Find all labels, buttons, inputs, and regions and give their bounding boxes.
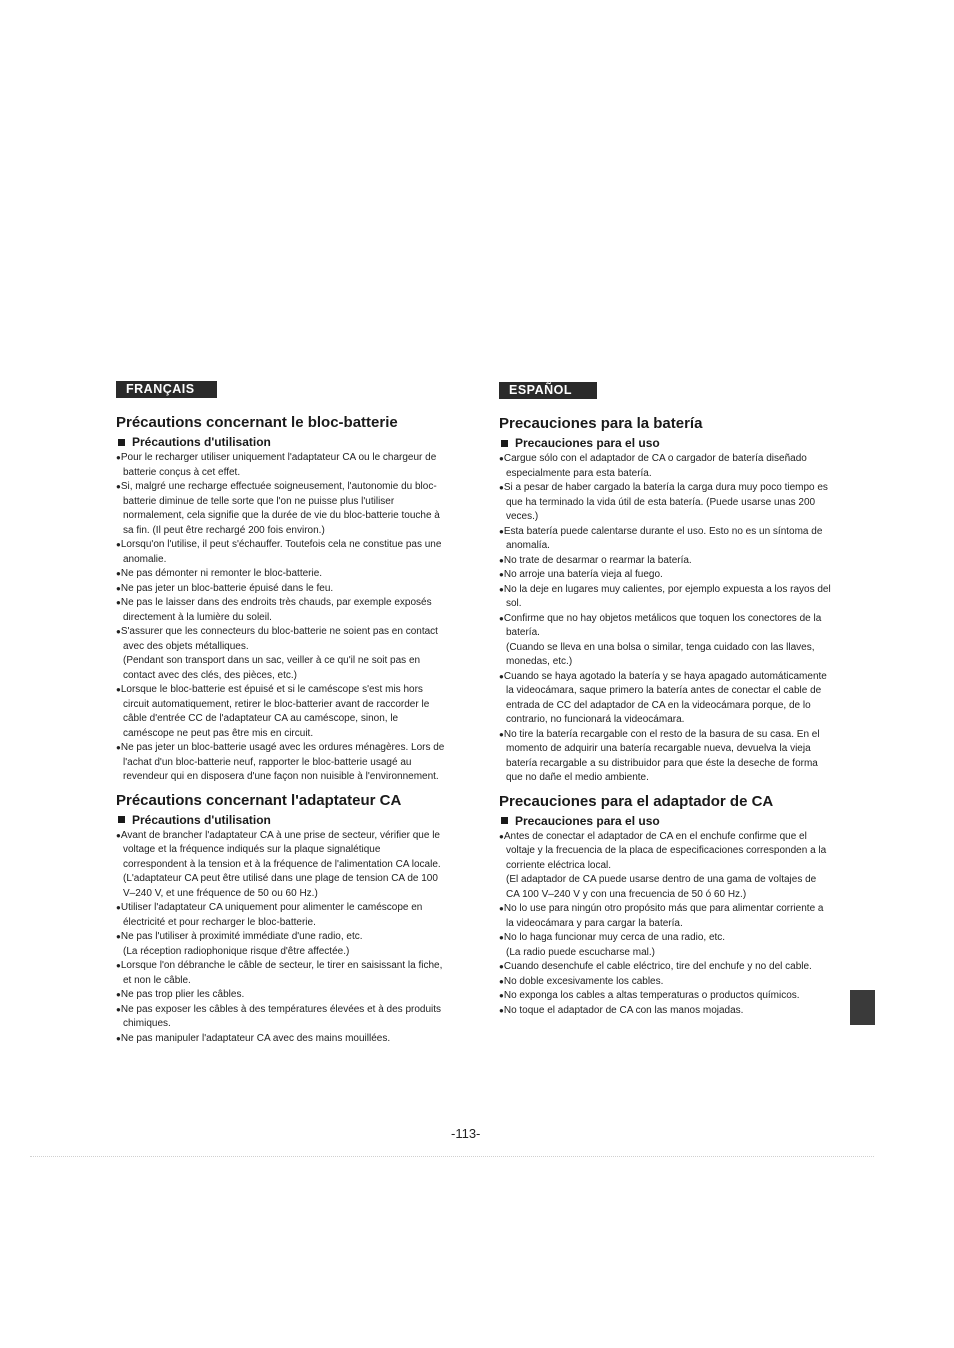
list-item [116, 567, 446, 582]
list-item-text: Cuando se haya agotado la batería y se haya apagado automáticamente la videocámara, saque primero la batería antes de conectar el cable de entrada de CC del adaptador de CA en la videocámara porque, de lo contrario, no funcionará la videocámara. [503, 670, 827, 725]
footer-divider [30, 1156, 874, 1157]
list-item [499, 583, 831, 612]
subsection-title: Précautions d'utilisation [116, 435, 446, 450]
list-item-text: Ne pas manipuler l'adaptateur CA avec des mains mouillées. [120, 1032, 391, 1044]
list-item [116, 959, 446, 988]
list-item-note: (La radio puede escucharse mal.) [506, 946, 655, 958]
bullet-icon: ● [116, 583, 121, 593]
bullet-icon: ● [116, 685, 121, 694]
bullet-icon: ● [116, 540, 121, 549]
bullet-list [499, 452, 831, 786]
square-bullet-icon [118, 439, 125, 446]
subsection-title: Precauciones para el uso [499, 436, 831, 451]
bullet-icon: ● [116, 598, 121, 607]
bullet-list [116, 451, 446, 785]
list-item [116, 1032, 446, 1047]
subsection-title: Précautions d'utilisation [116, 813, 446, 828]
list-item-text: No toque el adaptador de CA con las manos mojadas. [503, 1004, 744, 1016]
bullet-icon: ● [499, 831, 504, 841]
list-item-text: No tire la batería recargable con el resto de la basura de su casa. En el momento de adquirir una batería recargable nueva, devuelva la vieja batería recargable a su distribuidor para que éste la deseche de forma que no dañe el medio ambiente. [503, 728, 820, 783]
list-item-text: Lorsque le bloc-batterie est épuisé et si le caméscope s'est mis hors circuit automatiquement, retirer le bloc-batterier avant de raccorder le câble d'entrée CC de l'adaptateur CA au caméscope, sinon, le caméscope ne peut pas être mis en circuit. [120, 684, 430, 739]
section-title-ac-adaptor: Precauciones para el adaptador de CA [499, 792, 774, 810]
bullet-icon: ● [116, 1033, 121, 1043]
square-bullet-icon [501, 440, 508, 447]
list-item [499, 525, 831, 554]
list-item-text: Antes de conectar el adaptador de CA en el enchufe confirme que el voltaje y la frecuencia de la placa de especificaciones corresponden a la corriente eléctrica local. [503, 830, 827, 871]
list-item-text: Esta batería puede calentarse durante el uso. Esto no es un síntoma de anomalía. [503, 525, 823, 551]
bullet-icon: ● [499, 526, 504, 536]
subsection-title: Precauciones para el uso [499, 814, 831, 829]
list-item-text: Si, malgré une recharge effectuée soigneusement, l'autonomie du bloc-batterie diminue de telle sorte que l'on ne puisse plus l'utiliser normalement, cela signifie que la durée de vie du bloc-batterie touche à sa fin. (Il peut être rechargé 200 fois environ.) [120, 481, 440, 536]
list-item-text: Lorsqu'on l'utilise, il peut s'échauffer. Toutefois cela ne constitue pas une anomalie. [120, 539, 442, 565]
list-item-text: Ne pas trop plier les câbles. [120, 989, 245, 1000]
list-item-text: Utiliser l'adaptateur CA uniquement pour alimenter le caméscope en électricité et pour recharger le bloc-batterie. [120, 902, 423, 928]
list-item [499, 568, 831, 583]
list-item [499, 670, 831, 728]
list-item-text: Si a pesar de haber cargado la batería la carga dura muy poco tiempo es que ha terminado la vida útil de esta batería. (Puede usarse unas 200 veces.) [503, 482, 828, 522]
bullet-icon: ● [499, 483, 504, 492]
list-item [116, 480, 446, 538]
list-item-text: Ne pas démonter ni remonter le bloc-batterie. [120, 568, 323, 579]
list-item-text: No arroje una batería vieja al fuego. [503, 569, 663, 580]
bullet-icon: ● [116, 569, 121, 578]
list-item-text: Ne pas jeter un bloc-batterie usagé avec les ordures ménagères. Lors de l'achat d'un bloc-batterie neuf, rapporter le bloc-batterie usagé au revendeur qui en disposera d'une façon non nuisible à l'environnement. [120, 742, 445, 782]
list-item [116, 988, 446, 1003]
page-edge-tab [850, 990, 875, 1025]
page-number: -113- [451, 1126, 481, 1141]
list-item [116, 596, 446, 625]
list-item [499, 931, 831, 960]
list-item [116, 741, 446, 785]
list-item-text: No lo haga funcionar muy cerca de una radio, etc. [503, 932, 726, 943]
bullet-icon: ● [116, 903, 121, 912]
bullet-list [499, 830, 831, 1019]
list-item [116, 930, 446, 959]
bullet-icon: ● [499, 962, 504, 971]
list-item-note: (Cuando se lleva en una bolsa o similar, tenga cuidado con las llaves, monedas, etc.) [506, 641, 815, 667]
bullet-icon: ● [116, 990, 121, 999]
bullet-icon: ● [499, 933, 504, 942]
square-bullet-icon [118, 816, 125, 823]
language-tab-french: FRANÇAIS [116, 381, 217, 398]
list-item [116, 451, 446, 480]
list-item [116, 829, 446, 902]
list-item-text: Pour le recharger utiliser uniquement l'adaptateur CA ou le chargeur de batterie conçus à cet effet. [120, 452, 437, 478]
list-item [116, 538, 446, 567]
list-item [499, 554, 831, 569]
list-item-note: (Pendant son transport dans un sac, veiller à ce qu'il ne soit pas en contact avec des clés, des pièces, etc.) [123, 655, 421, 681]
section-title-battery: Precauciones para la batería [499, 415, 703, 432]
square-bullet-icon [501, 817, 508, 824]
bullet-icon: ● [499, 555, 504, 565]
list-item [499, 960, 831, 975]
list-item-note: (L'adaptateur CA peut être utilisé dans une plage de tension CA de 100 V–240 V, et une fréquence de 50 ou 60 Hz.) [123, 873, 438, 899]
list-item-text: Ne pas le laisser dans des endroits très chauds, par exemple exposés directement à la lumière du soleil. [120, 597, 432, 623]
bullet-icon: ● [116, 961, 121, 970]
list-item [116, 1003, 446, 1032]
list-item-text: Ne pas exposer les câbles à des températures élevées et à des produits chimiques. [120, 1003, 442, 1029]
list-item-text: No exponga los cables a altas temperaturas o productos químicos. [503, 990, 800, 1001]
list-item [116, 901, 446, 930]
bullet-icon: ● [499, 454, 504, 463]
bullet-icon: ● [499, 584, 504, 594]
list-item-text: Cargue sólo con el adaptador de CA o cargador de batería diseñado especialmente para esta batería. [503, 453, 807, 479]
list-item-text: Ne pas l'utiliser à proximité immédiate d'une radio, etc. [120, 931, 363, 942]
list-item-text: Confirme que no hay objetos metálicos que toquen los conectores de la batería. [503, 612, 822, 638]
list-item [499, 728, 831, 786]
list-item-text: S'assurer que les connecteurs du bloc-batterie ne soient pas en contact avec des objets métalliques. [120, 626, 438, 652]
bullet-icon: ● [499, 671, 504, 681]
list-item-text: No trate de desarmar o rearmar la batería. [503, 554, 692, 566]
bullet-icon: ● [499, 570, 504, 579]
section-title-ac-adaptor: Précautions concernant l'adaptateur CA [116, 791, 402, 809]
list-item-text: Ne pas jeter un bloc-batterie épuisé dans le feu. [120, 582, 334, 594]
list-item-text: No lo use para ningún otro propósito más que para alimentar corriente a la videocámara y para cargar la batería. [503, 903, 824, 929]
list-item-text: Cuando desenchufe el cable eléctrico, tire del enchufe y no del cable. [503, 961, 812, 972]
list-item-text: Avant de brancher l'adaptateur CA à une prise de secteur, vérifier que le voltage et la fréquence indiqués sur la plaque signalétique correspondent à la tension et à la fréquence de l'alimentation CA locale. [120, 829, 441, 870]
list-item [499, 989, 831, 1004]
bullet-icon: ● [499, 904, 504, 913]
bullet-icon: ● [116, 627, 121, 636]
section-title-battery: Précautions concernant le bloc-batterie [116, 414, 398, 431]
bullet-list [116, 829, 446, 1047]
bullet-icon: ● [499, 991, 504, 1000]
bullet-icon: ● [116, 932, 121, 941]
list-item-text: Lorsque l'on débranche le câble de secteur, le tirer en saisissant la fiche, et non le câble. [120, 960, 443, 986]
list-item [116, 683, 446, 741]
list-item [499, 830, 831, 903]
bullet-icon: ● [116, 743, 121, 752]
list-item [499, 481, 831, 525]
bullet-icon: ● [499, 1005, 504, 1015]
list-item [116, 625, 446, 683]
list-item [499, 902, 831, 931]
list-item-text: No doble excesivamente los cables. [503, 975, 664, 987]
bullet-icon: ● [116, 1004, 121, 1014]
list-item [116, 582, 446, 597]
bullet-icon: ● [499, 613, 504, 623]
list-item-note: (El adaptador de CA puede usarse dentro de una gama de voltajes de CA 100 V–240 V y con una frecuencia de 50 ó 60 Hz.) [506, 874, 817, 900]
list-item [499, 612, 831, 670]
language-tab-spanish: ESPAÑOL [499, 382, 597, 399]
list-item [499, 452, 831, 481]
bullet-icon: ● [116, 482, 121, 491]
bullet-icon: ● [499, 729, 504, 739]
bullet-icon: ● [116, 830, 121, 840]
bullet-icon: ● [499, 976, 504, 986]
bullet-icon: ● [116, 453, 121, 462]
spanish-column [499, 380, 831, 1018]
list-item-note: (La réception radiophonique risque d'être affectée.) [123, 945, 350, 957]
list-item [499, 1004, 831, 1019]
list-item [499, 975, 831, 990]
french-column [116, 380, 446, 1046]
list-item-text: No la deje en lugares muy calientes, por ejemplo expuesta a los rayos del sol. [503, 583, 831, 609]
